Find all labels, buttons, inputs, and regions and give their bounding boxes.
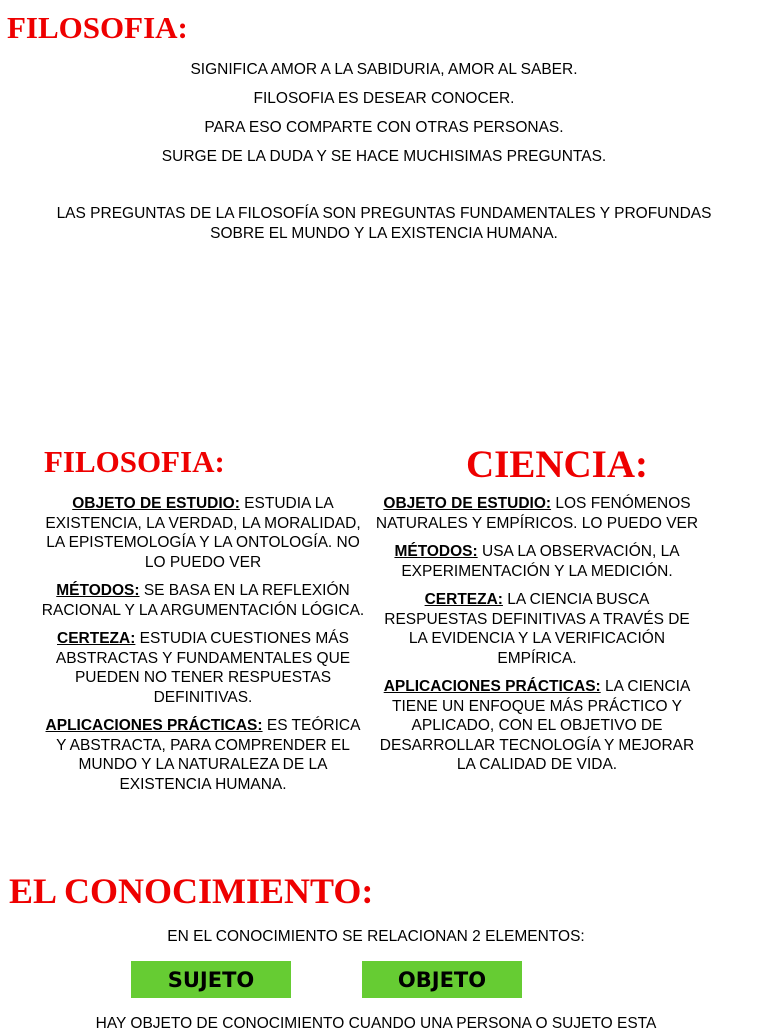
filosofia-title: FILOSOFIA: bbox=[7, 10, 188, 45]
block-label: OBJETO DE ESTUDIO: bbox=[383, 495, 552, 512]
metodos-block bbox=[374, 542, 700, 581]
filosofia-column-title: FILOSOFIA: bbox=[44, 444, 225, 479]
block-label: MÉTODOS: bbox=[56, 582, 140, 599]
block-text: LA CIENCIA TIENE UN ENFOQUE MÁS PRÁCTICO Y APLICADO, CON EL OBJETIVO DE DESARROLLAR TECNOLOGÍA Y MEJORAR LA CALIDAD DE VIDA. bbox=[379, 678, 695, 773]
block-text: LOS FENÓMENOS NATURALES Y EMPÍRICOS. LO PUEDO VER bbox=[375, 495, 699, 532]
objeto-box: OBJETO bbox=[362, 961, 522, 998]
conocimiento-title: EL CONOCIMIENTO: bbox=[9, 871, 374, 911]
filosofia-column bbox=[40, 494, 366, 803]
intro-paragraph: LAS PREGUNTAS DE LA FILOSOFÍA SON PREGUNTAS FUNDAMENTALES Y PROFUNDAS SOBRE EL MUNDO Y LA EXISTENCIA HUMANA. bbox=[56, 205, 712, 242]
intro-line: FILOSOFIA ES DESEAR CONOCER. bbox=[253, 90, 515, 107]
certeza-block bbox=[374, 590, 700, 668]
objeto-de-estudio-block bbox=[374, 494, 700, 533]
block-label: MÉTODOS: bbox=[394, 543, 478, 560]
intro-line: PARA ESO COMPARTE CON OTRAS PERSONAS. bbox=[204, 119, 564, 136]
block-text: ES TEÓRICA Y ABSTRACTA, PARA COMPRENDER EL MUNDO Y LA NATURALEZA DE LA EXISTENCIA HUMANA. bbox=[56, 717, 361, 793]
intro-line: SURGE DE LA DUDA Y SE HACE MUCHISIMAS PREGUNTAS. bbox=[161, 148, 607, 165]
objeto-de-estudio-block bbox=[40, 494, 366, 572]
filosofia-intro bbox=[0, 60, 768, 244]
certeza-block bbox=[40, 629, 366, 707]
block-text: LA CIENCIA BUSCA RESPUESTAS DEFINITIVAS A TRAVÉS DE LA EVIDENCIA Y LA VERIFICACIÓN EMPÍRICA. bbox=[384, 591, 690, 667]
intro-line: SIGNIFICA AMOR A LA SABIDURIA, AMOR AL SABER. bbox=[190, 61, 578, 78]
sujeto-box: SUJETO bbox=[131, 961, 291, 998]
block-label: OBJETO DE ESTUDIO: bbox=[72, 495, 240, 512]
block-text: SE BASA EN LA REFLEXIÓN RACIONAL Y LA ARGUMENTACIÓN LÓGICA. bbox=[41, 582, 365, 619]
ciencia-column-title: CIENCIA: bbox=[466, 443, 649, 486]
aplicaciones-block bbox=[40, 716, 366, 794]
metodos-block bbox=[40, 581, 366, 620]
block-text: ESTUDIA LA EXISTENCIA, LA VERDAD, LA MORALIDAD, LA EPISTEMOLOGÍA Y LA ONTOLOGÍA. NO LO PUEDO VER bbox=[45, 495, 361, 571]
block-label: APLICACIONES PRÁCTICAS: bbox=[383, 678, 601, 695]
conocimiento-bottom-text: HAY OBJETO DE CONOCIMIENTO CUANDO UNA PERSONA O SUJETO ESTA bbox=[95, 1015, 657, 1032]
block-text: USA LA OBSERVACIÓN, LA EXPERIMENTACIÓN Y LA MEDICIÓN. bbox=[401, 543, 680, 580]
block-label: CERTEZA: bbox=[57, 630, 136, 647]
ciencia-column bbox=[374, 494, 700, 784]
block-text: ESTUDIA CUESTIONES MÁS ABSTRACTAS Y FUNDAMENTALES QUE PUEDEN NO TENER RESPUESTAS DEFINITIVAS. bbox=[55, 630, 351, 706]
block-label: CERTEZA: bbox=[424, 591, 503, 608]
aplicaciones-block bbox=[374, 677, 700, 775]
block-label: APLICACIONES PRÁCTICAS: bbox=[45, 717, 263, 734]
conocimiento-intro: EN EL CONOCIMIENTO SE RELACIONAN 2 ELEMENTOS: bbox=[167, 928, 585, 945]
